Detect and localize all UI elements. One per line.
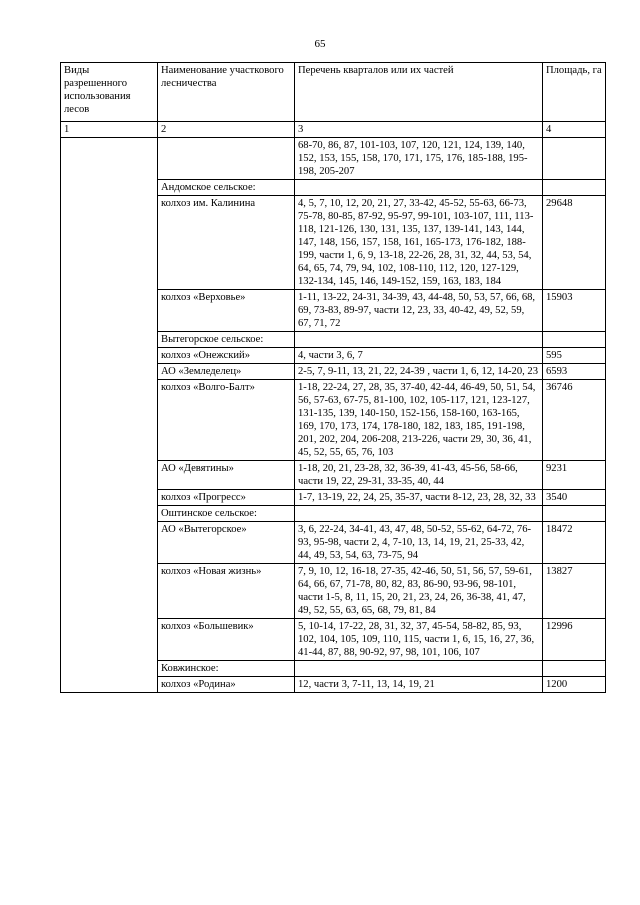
area-cell xyxy=(543,661,606,677)
area-cell: 1200 xyxy=(543,677,606,693)
forestry-name-cell: колхоз им. Калинина xyxy=(158,196,295,290)
area-cell: 13827 xyxy=(543,564,606,619)
quarters-cell: 1-18, 20, 21, 23-28, 32, 36-39, 41-43, 45-56, 58-66, части 19, 22, 29-31, 33-35, 40, 44 xyxy=(295,461,543,490)
header-quarters-list: Перечень кварталов или их частей xyxy=(295,63,543,122)
forestry-name-cell: колхоз «Прогресс» xyxy=(158,490,295,506)
forestry-name-cell: колхоз «Онежский» xyxy=(158,348,295,364)
page-number: 65 xyxy=(314,38,326,50)
area-cell: 36746 xyxy=(543,380,606,461)
area-cell: 3540 xyxy=(543,490,606,506)
council-section-label: Ковжинское: xyxy=(158,661,295,677)
column-number: 3 xyxy=(295,122,543,138)
forestry-name-cell: АО «Вытегорское» xyxy=(158,522,295,564)
quarters-cell: 1-7, 13-19, 22, 24, 25, 35-37, части 8-12, 23, 28, 32, 33 xyxy=(295,490,543,506)
quarters-cell xyxy=(295,506,543,522)
forestry-name-cell: колхоз «Родина» xyxy=(158,677,295,693)
column-number: 1 xyxy=(61,122,158,138)
quarters-cell: 4, 5, 7, 10, 12, 20, 21, 27, 33-42, 45-52, 55-63, 66-73, 75-78, 80-85, 87-92, 95-97, 99-101, 103-107, 111, 113-118, 121-126, 130, 131, 135, 137, 139-141, 143, 144, 147, 148, 156, 157, 158, 161, 165-173, 176-182, 188-199, части 1, 6, 9, 13-18, 22-26, 28, 31, 32, 44, 53, 54, 64, 65, 74, 79, 94, 102, 108-110, 112, 120, 127-129, 132-134, 145, 146, 149-152, 159, 163, 183, 184 xyxy=(295,196,543,290)
header-use-type: Виды разрешенного использования лесов xyxy=(61,63,158,122)
area-cell: 9231 xyxy=(543,461,606,490)
forestry-name-cell: колхоз «Верховье» xyxy=(158,290,295,332)
area-cell: 15903 xyxy=(543,290,606,332)
quarters-cell xyxy=(295,661,543,677)
quarters-cell xyxy=(295,180,543,196)
area-cell xyxy=(543,506,606,522)
council-section-label: Андомское сельское: xyxy=(158,180,295,196)
header-row xyxy=(61,63,606,122)
quarters-cell: 3, 6, 22-24, 34-41, 43, 47, 48, 50-52, 55-62, 64-72, 76-93, 95-98, части 2, 4, 7-10, 13, 14, 19, 21, 25-33, 42, 44, 49, 53, 54, 63, 73-75, 94 xyxy=(295,522,543,564)
header-area: Площадь, га xyxy=(543,63,606,122)
quarters-cell: 68-70, 86, 87, 101-103, 107, 120, 121, 124, 139, 140, 152, 153, 155, 158, 170, 171, 175, 176, 185-188, 195-198, 205-207 xyxy=(295,138,543,180)
quarters-cell xyxy=(295,332,543,348)
area-cell: 18472 xyxy=(543,522,606,564)
area-cell: 29648 xyxy=(543,196,606,290)
area-cell xyxy=(543,138,606,180)
quarters-cell: 1-11, 13-22, 24-31, 34-39, 43, 44-48, 50, 53, 57, 66, 68, 69, 73-83, 89-97, части 12, 23, 33, 40-42, 49, 52, 59, 67, 71, 72 xyxy=(295,290,543,332)
quarters-cell: 2-5, 7, 9-11, 13, 21, 22, 24-39 , части 1, 6, 12, 14-20, 23 xyxy=(295,364,543,380)
forestry-name-cell: АО «Земледелец» xyxy=(158,364,295,380)
column-number: 2 xyxy=(158,122,295,138)
area-cell: 12996 xyxy=(543,619,606,661)
table-body xyxy=(61,138,606,693)
forestry-name-cell xyxy=(158,138,295,180)
area-cell: 595 xyxy=(543,348,606,364)
table-row xyxy=(61,138,606,180)
quarters-cell: 7, 9, 10, 12, 16-18, 27-35, 42-46, 50, 51, 56, 57, 59-61, 64, 66, 67, 71-78, 80, 82, 83, 86-90, 93-96, 98-101, части 1-5, 8, 11, 15, 20, 21, 23, 24, 26, 36-38, 41, 47, 49, 52, 55, 63, 65, 68, 79, 81, 84 xyxy=(295,564,543,619)
forestry-name-cell: АО «Девятины» xyxy=(158,461,295,490)
area-cell xyxy=(543,180,606,196)
header-forestry-name: Наименование участкового лесничества xyxy=(158,63,295,122)
area-cell xyxy=(543,332,606,348)
column-number: 4 xyxy=(543,122,606,138)
council-section-label: Оштинское сельское: xyxy=(158,506,295,522)
quarters-cell: 12, части 3, 7-11, 13, 14, 19, 21 xyxy=(295,677,543,693)
quarters-cell: 5, 10-14, 17-22, 28, 31, 32, 37, 45-54, 58-82, 85, 93, 102, 104, 105, 109, 110, 115, части 1, 6, 15, 16, 27, 36, 41-44, 87, 88, 90-92, 97, 98, 101, 106, 107 xyxy=(295,619,543,661)
quarters-cell: 1-18, 22-24, 27, 28, 35, 37-40, 42-44, 46-49, 50, 51, 54, 56, 57-63, 67-75, 81-100, 102, 105-117, 121, 123-127, 131-135, 139, 140-150, 152-156, 158-160, 163-165, 169, 170, 173, 174, 178-180, 182, 183, 185, 191-198, 201, 202, 204, 206-208, 213-226, части 29, 30, 36, 41, 45, 52, 55, 65, 76, 103 xyxy=(295,380,543,461)
use-type-cell xyxy=(61,138,158,693)
forestry-name-cell: колхоз «Новая жизнь» xyxy=(158,564,295,619)
quarters-cell: 4, части 3, 6, 7 xyxy=(295,348,543,364)
forestry-name-cell: колхоз «Большевик» xyxy=(158,619,295,661)
column-number-row xyxy=(61,122,606,138)
area-cell: 6593 xyxy=(543,364,606,380)
forest-use-table xyxy=(60,62,606,693)
council-section-label: Вытегорское сельское: xyxy=(158,332,295,348)
forestry-name-cell: колхоз «Волго-Балт» xyxy=(158,380,295,461)
